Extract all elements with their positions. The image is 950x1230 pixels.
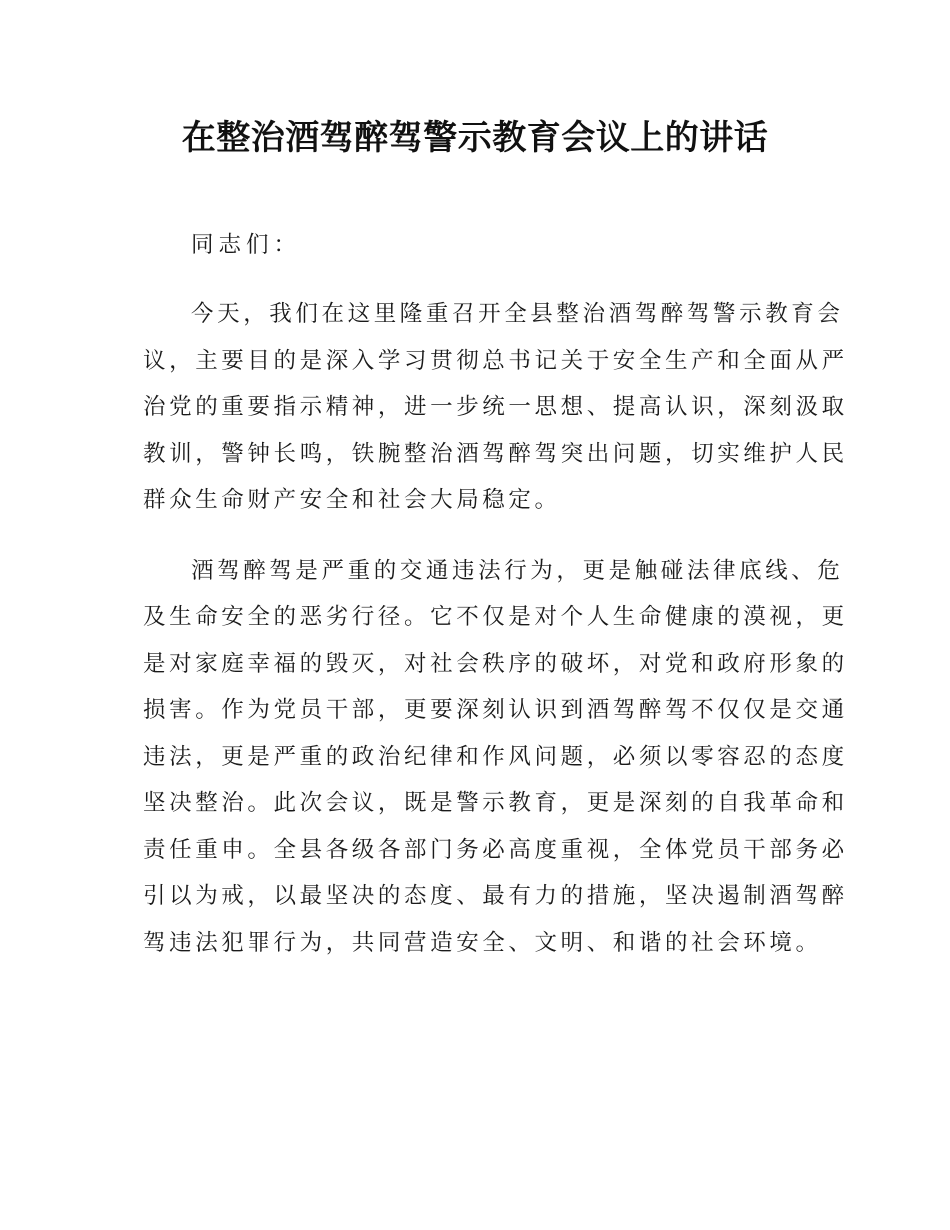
- paragraph-2-line-1: 酒驾醉驾是严重的交通违法行为，更是触碰法律底线、危: [191, 557, 844, 584]
- paragraph-1-line-1: 今天，我们在这里隆重召开全县整治酒驾醉驾警示教育会: [191, 301, 844, 327]
- paragraph-2-line-2: 及生命安全的恶劣行径。它不仅是对个人生命健康的漠视，更: [143, 604, 848, 630]
- document-title: 在整治酒驾醉驾警示教育会议上的讲话: [181, 118, 769, 158]
- paragraph-1-line-2: 议，主要目的是深入学习贯彻总书记关于安全生产和全面从严: [143, 347, 848, 374]
- paragraph-2-line-8: 引以为戒，以最坚决的态度、最有力的措施，坚决遏制酒驾醉: [143, 883, 848, 909]
- paragraph-2-line-7: 责任重申。全县各级各部门务必高度重视，全体党员干部务必: [143, 836, 848, 863]
- paragraph-2-line-6: 坚决整治。此次会议，既是警示教育，更是深刻的自我革命和: [143, 790, 848, 816]
- paragraph-2-line-3: 是对家庭幸福的毁灭，对社会秩序的破坏，对党和政府形象的: [143, 650, 848, 677]
- greeting: 同志们：: [191, 232, 302, 258]
- paragraph-1: [143, 291, 848, 524]
- paragraph-2-line-5: 违法，更是严重的政治纪律和作风问题，必须以零容忍的态度: [143, 743, 848, 770]
- paragraph-2: [143, 548, 848, 967]
- paragraph-1-line-4: 教训，警钟长鸣，铁腕整治酒驾醉驾突出问题，切实维护人民: [143, 440, 848, 467]
- paragraph-2-line-9: 驾违法犯罪行为，共同营造安全、文明、和谐的社会环境。: [143, 929, 822, 956]
- paragraph-1-line-5: 群众生命财产安全和社会大局稳定。: [143, 487, 561, 513]
- paragraph-1-line-3: 治党的重要指示精神，进一步统一思想、提高认识，深刻汲取: [143, 394, 848, 420]
- paragraph-2-line-4: 损害。作为党员干部，更要深刻认识到酒驾醉驾不仅仅是交通: [143, 697, 848, 723]
- document-body: [143, 222, 848, 966]
